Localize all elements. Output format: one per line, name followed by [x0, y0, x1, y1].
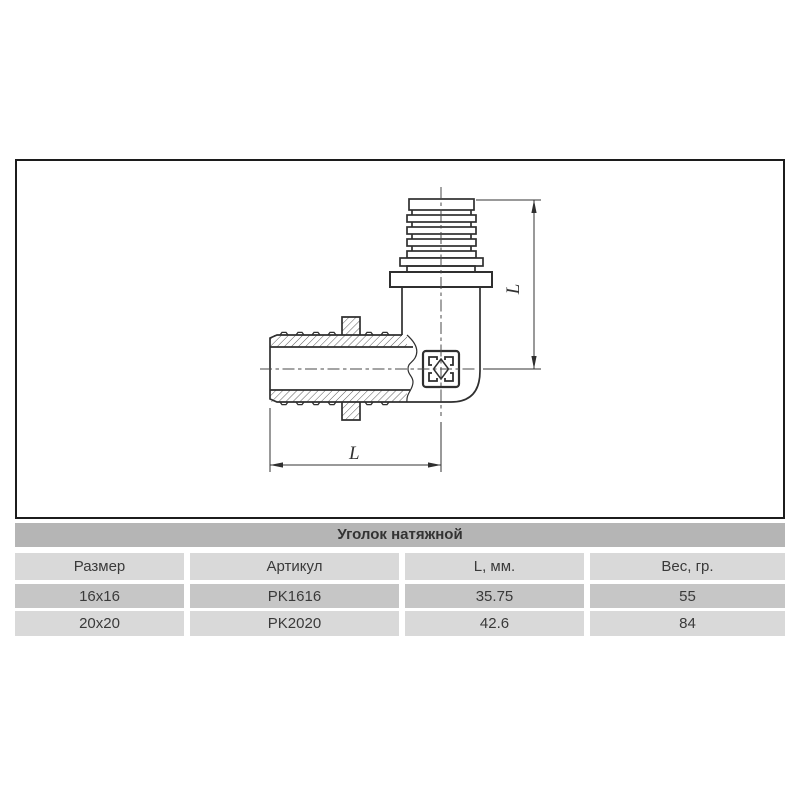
- dimension-right: [476, 200, 541, 369]
- cell-length: 35.75: [405, 584, 584, 608]
- table-row: [15, 584, 785, 608]
- cell-weight: 84: [590, 611, 785, 636]
- cell-length: 42.6: [405, 611, 584, 636]
- dimension-bottom-label: L: [349, 443, 360, 464]
- column-header-weight: Вес, гр.: [590, 553, 785, 580]
- table-row: [15, 611, 785, 636]
- column-header-length: L, мм.: [405, 553, 584, 580]
- dimension-right-label: L: [503, 283, 524, 295]
- table-title: Уголок натяжной: [15, 523, 785, 547]
- cell-article: PK1616: [190, 584, 399, 608]
- drawing-frame: [15, 159, 785, 519]
- elbow-fitting-drawing: [17, 161, 783, 517]
- cell-size: 16x16: [15, 584, 184, 608]
- cell-size: 20x20: [15, 611, 184, 636]
- column-header-article: Артикул: [190, 553, 399, 580]
- column-header-size: Размер: [15, 553, 184, 580]
- cell-article: PK2020: [190, 611, 399, 636]
- table-header-row: [15, 553, 785, 580]
- cell-weight: 55: [590, 584, 785, 608]
